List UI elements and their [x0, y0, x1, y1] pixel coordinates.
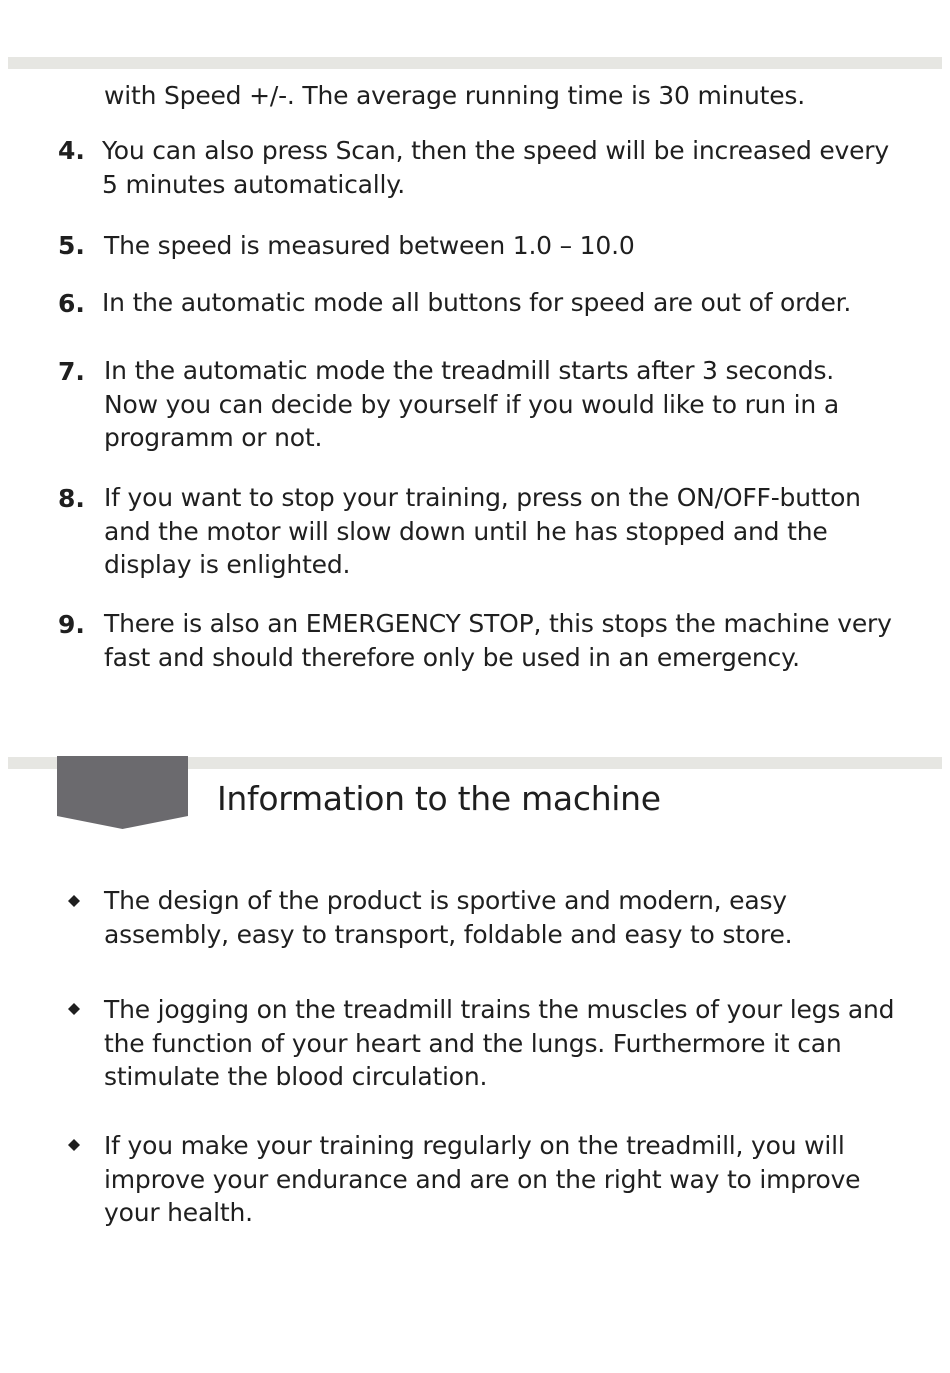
step-text — [104, 481, 924, 582]
diamond-bullet-icon — [67, 894, 81, 908]
step-line: programm or not. — [104, 423, 323, 452]
step-number: 7. — [58, 357, 85, 386]
step-line: There is also an EMERGENCY STOP, this stops the machine very — [104, 609, 892, 638]
step-number: 5. — [58, 231, 85, 260]
bullet-line: The jogging on the treadmill trains the muscles of your legs and — [104, 995, 895, 1024]
step-line: If you want to stop your training, press on the ON/OFF-button — [104, 483, 861, 512]
top-divider-bar — [8, 57, 942, 69]
step-line: In the automatic mode all buttons for speed are out of order. — [102, 288, 852, 317]
bullet-line: the function of your heart and the lungs. Furthermore it can — [104, 1028, 842, 1058]
step-line: You can also press Scan, then the speed will be increased every — [102, 136, 889, 165]
continuation-text: with Speed +/-. The average running time is 30 minutes. — [104, 81, 805, 110]
step-line: Now you can decide by yourself if you would like to run in a — [104, 389, 839, 419]
bullet-line: If you make your training regularly on the treadmill, you will — [104, 1131, 845, 1160]
step-text — [102, 134, 922, 201]
step-text — [104, 229, 924, 263]
step-line: display is enlighted. — [104, 550, 351, 579]
bullet-line: The design of the product is sportive and modern, easy — [104, 886, 787, 915]
diamond-bullet-icon — [67, 1002, 81, 1016]
step-line: 5 minutes automatically. — [102, 169, 406, 199]
bullet-line: assembly, easy to transport, foldable and easy to store. — [104, 919, 793, 949]
bullet-text — [104, 1129, 924, 1230]
step-line: The speed is measured between 1.0 – 10.0 — [104, 231, 635, 260]
bullet-text — [104, 884, 924, 951]
step-text — [102, 286, 922, 320]
step-number: 4. — [58, 136, 85, 165]
step-text — [104, 607, 924, 674]
bullet-line: your health. — [104, 1198, 253, 1227]
bullet-line: improve your endurance and are on the right way to improve — [104, 1164, 861, 1194]
bullet-line: stimulate the blood circulation. — [104, 1062, 488, 1091]
section-title: Information to the machine — [217, 779, 661, 818]
bullet-text — [104, 993, 924, 1094]
step-number: 6. — [58, 289, 85, 318]
step-number: 8. — [58, 484, 85, 513]
step-line: fast and should therefore only be used in an emergency. — [104, 642, 800, 672]
step-line: and the motor will slow down until he has stopped and the — [104, 516, 828, 546]
diamond-bullet-icon — [67, 1138, 81, 1152]
step-line: In the automatic mode the treadmill starts after 3 seconds. — [104, 356, 835, 385]
step-number: 9. — [58, 610, 85, 639]
step-text — [104, 354, 924, 455]
section-tab-marker — [57, 756, 188, 829]
